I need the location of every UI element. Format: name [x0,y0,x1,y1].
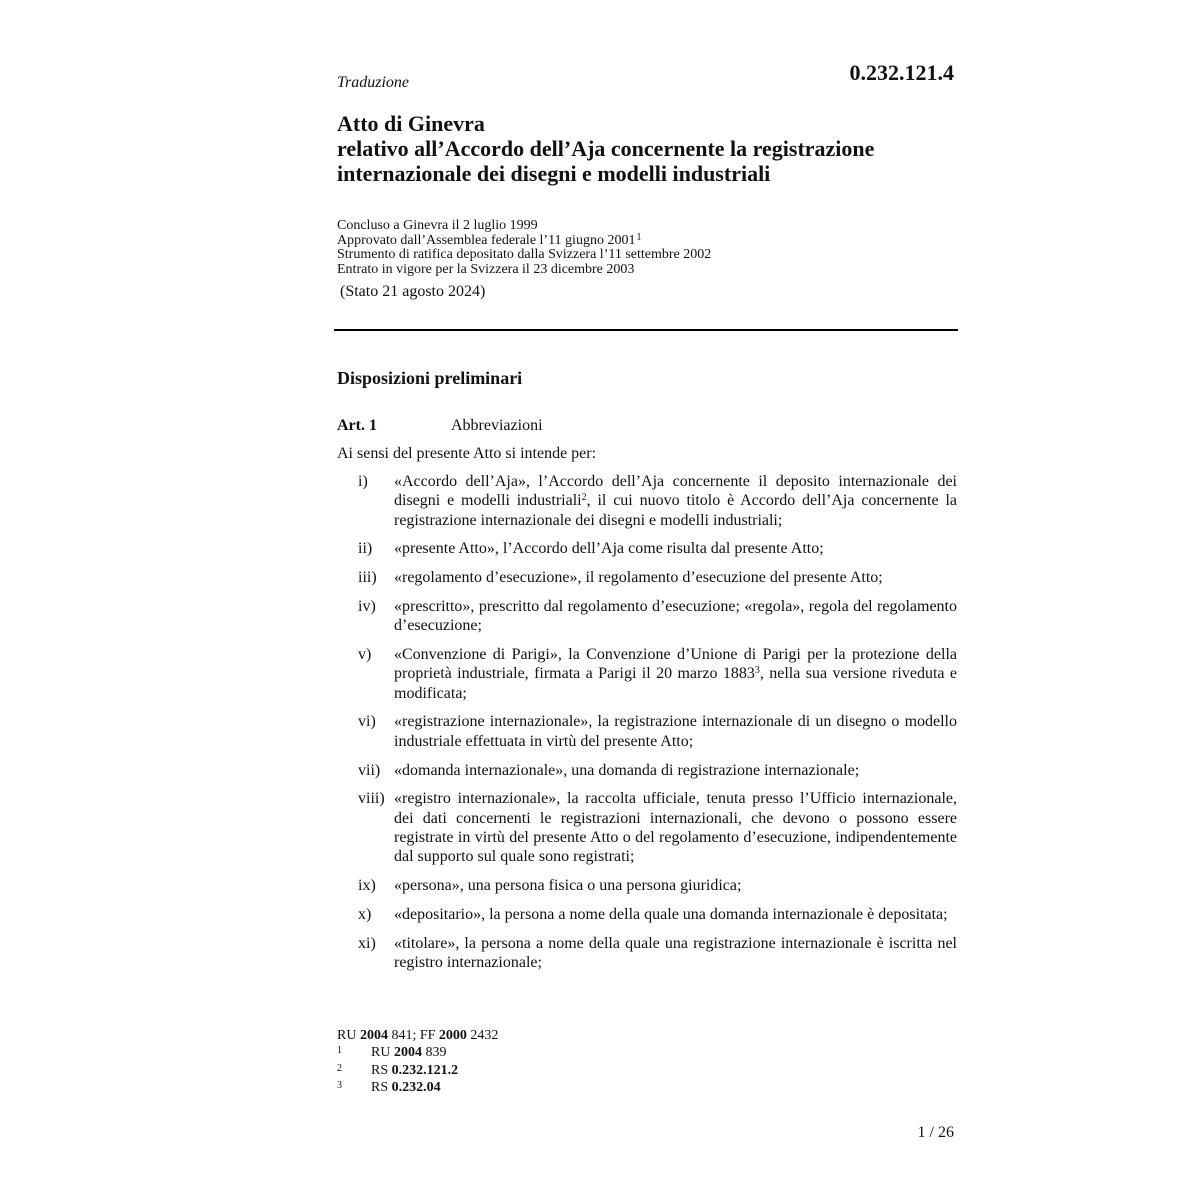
definition-text [394,645,957,703]
footnote-number: 3 [337,1080,342,1091]
definition-item [337,472,957,530]
definition-text-part: «persona», una persona fisica o una persona giuridica; [394,877,742,895]
footnote-ref[interactable]: 3 [754,665,760,677]
definition-item [337,539,957,558]
definition-number: v) [358,646,372,664]
footnote-number: 2 [337,1062,342,1074]
definition-text-part: «titolare», la persona a nome della quale una registrazione internazionale è iscritta nel registro internazionale; [394,934,957,971]
status-date: (Stato 21 agosto 2024) [340,283,486,300]
definition-text [394,712,957,751]
header-divider [334,329,958,331]
footnote-bold[interactable]: 2004 [393,1045,422,1060]
document-metadata [337,219,957,301]
footnotes [337,1027,498,1097]
footnote-ref-1[interactable]: 1 [636,231,642,243]
definition-item [337,789,957,866]
approved-text: Approvato dall’Assemblea federale l’11 giugno 2001 [337,232,636,248]
title-line-3: internazionale dei disegni e modelli industriali [337,161,771,186]
concluded-date: Concluso a Ginevra il 2 luglio 1999 [337,218,538,233]
definition-text-part: «regolamento d’esecuzione», il regolamento d’esecuzione del presente Atto; [394,569,883,587]
definition-number: x) [358,905,372,923]
definition-text-part: , il cui nuovo titolo è Accordo dell’Aja concernente la registrazione internazionale dei disegni e modelli industriali; [394,492,957,529]
definition-item [337,905,957,924]
definition-text [394,934,957,973]
footnote [337,1062,498,1080]
definition-number: iv) [358,597,376,615]
definition-number: i) [358,473,368,490]
footnote-ref[interactable]: 2 [581,492,587,504]
approved-date [337,231,957,249]
definition-item [337,568,957,587]
article-intro: Ai sensi del presente Atto si intende per: [337,445,597,462]
article-heading [337,417,543,435]
definition-text-part: «domanda internazionale», una domanda di registrazione internazionale; [394,761,860,779]
ru-page: 841; FF [391,1028,436,1043]
footnote-bold[interactable]: 0.232.121.2 [391,1062,459,1078]
definition-text-part: «registro internazionale», la raccolta ufficiale, tenuta presso l’Ufficio internazionale, dei dati concernenti le registrazioni internazionali, che devono o possono essere registrate in virtù del presente Atto o del regolamento d’esecuzione, indipendentemente dal supporto sul quale sono registrati; [394,790,957,866]
definition-text-part: «Convenzione di Parigi», la Convenzione d’Unione di Parigi per la protezione della proprietà industriale, firmata a Parigi il 20 marzo 1883 [394,646,957,683]
definition-text [394,472,957,530]
footnote [337,1044,498,1062]
definition-text-part: «presente Atto», l’Accordo dell’Aja come risulta dal presente Atto; [394,540,824,558]
definition-text [394,789,957,866]
article-title: Abbreviazioni [451,417,543,434]
sr-number: 0.232.121.4 [849,60,954,85]
definition-number: vii) [358,761,381,779]
definition-text-part: «registrazione internazionale», la registrazione internazionale di un disegno o modello industriale effettuata in virtù del presente Atto; [394,713,957,750]
definition-text [394,876,957,895]
definition-number: vi) [358,713,376,731]
definition-number: xi) [358,934,376,952]
definition-text [394,761,957,780]
title-line-2: relativo all’Accordo dell’Aja concernente la registrazione [337,136,875,161]
document-title [337,111,957,186]
definition-item [337,876,957,895]
ru-year: 2004 [359,1028,388,1043]
definition-text [394,597,957,636]
footnote-number: 1 [337,1045,342,1056]
definition-text [394,905,957,924]
footnote [337,1079,498,1097]
in-force-date: Entrato in vigore per la Svizzera il 23 dicembre 2003 [337,261,635,277]
definition-text [394,568,957,587]
footnote-prefix: RU [371,1045,391,1060]
definition-item [337,645,957,703]
ff-year: 2000 [438,1028,467,1043]
page-number: 1 / 26 [917,1124,954,1141]
footnote-prefix: RS [371,1080,389,1095]
section-title: Disposizioni preliminari [337,368,523,388]
ratification-date: Strumento di ratifica depositato dalla Svizzera l’11 settembre 2002 [337,247,712,262]
definition-number: ii) [358,540,373,558]
definitions-list [337,472,957,982]
definition-text-part: «depositario», la persona a nome della quale una domanda internazionale è depositata; [394,905,948,923]
definition-number: viii) [358,790,385,808]
definition-item [337,761,957,780]
publication-reference [337,1027,498,1044]
definition-text-part: «Accordo dell’Aja», l’Accordo dell’Aja concernente il deposito internazionale dei disegni e modelli industriali [394,473,957,510]
definition-text [394,539,957,558]
definition-number: iii) [358,569,377,587]
footnote-prefix: RS [371,1062,389,1078]
translation-label: Traduzione [337,74,410,91]
definition-text-part: , nella sua versione riveduta e modificata; [394,665,957,702]
article-number: Art. 1 [337,417,377,434]
title-line-1: Atto di Ginevra [337,111,485,136]
definition-item [337,934,957,973]
definition-text-part: «prescritto», prescritto dal regolamento d’esecuzione; «regola», regola del regolamento d’esecuzione; [394,597,957,635]
definition-item [337,597,957,636]
definition-number: ix) [358,877,376,895]
ru-label: RU [337,1028,357,1043]
definition-item [337,712,957,751]
ff-page: 2432 [470,1028,499,1043]
footnote-bold[interactable]: 0.232.04 [391,1080,441,1095]
footnote-suffix: 839 [425,1045,447,1060]
